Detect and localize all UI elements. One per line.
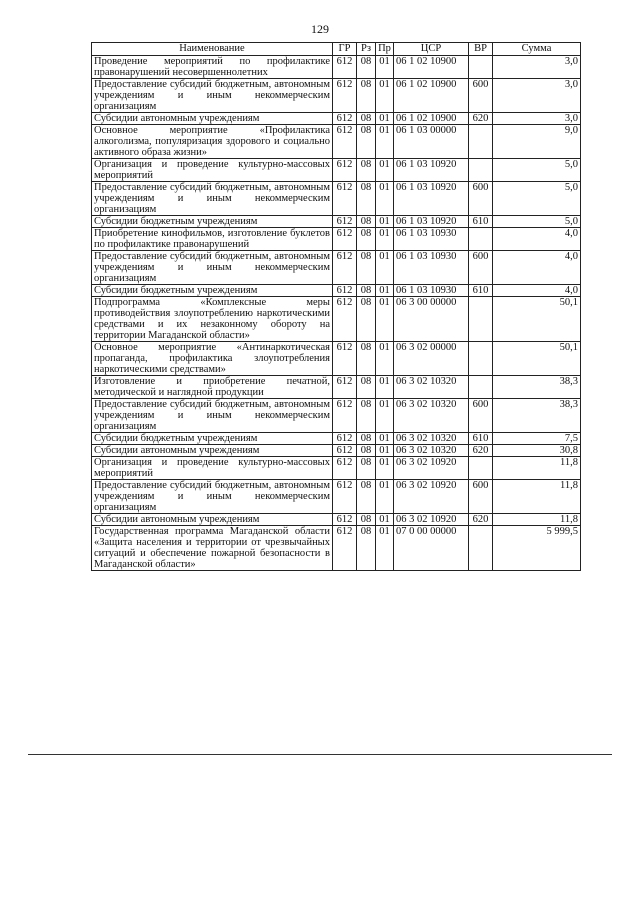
table-row	[92, 79, 581, 113]
row-rz: 08	[357, 125, 376, 159]
budget-table	[91, 42, 581, 571]
row-csr: 07 0 00 00000	[394, 526, 469, 571]
row-rz: 08	[357, 228, 376, 251]
table-row	[92, 445, 581, 457]
row-sum: 38,3	[493, 376, 581, 399]
table-row	[92, 216, 581, 228]
row-rz: 08	[357, 251, 376, 285]
row-csr: 06 3 02 10320	[394, 376, 469, 399]
row-vr: 600	[469, 79, 493, 113]
table-row	[92, 297, 581, 342]
row-rz: 08	[357, 79, 376, 113]
row-sum: 50,1	[493, 342, 581, 376]
row-name: Основное мероприятие «Антинаркотическая пропаганда, профилактика злоупотребления наркотическими средствами»	[92, 342, 333, 376]
header-csr: ЦСР	[394, 43, 469, 56]
row-vr: 610	[469, 216, 493, 228]
row-gr: 612	[333, 376, 357, 399]
table-row	[92, 399, 581, 433]
row-rz: 08	[357, 216, 376, 228]
header-pr: Пр	[376, 43, 394, 56]
row-pr: 01	[376, 526, 394, 571]
row-csr: 06 3 02 10320	[394, 433, 469, 445]
row-gr: 612	[333, 297, 357, 342]
row-pr: 01	[376, 445, 394, 457]
row-gr: 612	[333, 79, 357, 113]
row-sum: 3,0	[493, 79, 581, 113]
row-name: Изготовление и приобретение печатной, методической и наглядной продукции	[92, 376, 333, 399]
page-number: 129	[311, 22, 329, 36]
row-sum: 3,0	[493, 113, 581, 125]
row-pr: 01	[376, 457, 394, 480]
row-name: Предоставление субсидий бюджетным, автономным учреждениям и иным некоммерческим организациям	[92, 480, 333, 514]
row-pr: 01	[376, 113, 394, 125]
row-name: Предоставление субсидий бюджетным, автономным учреждениям и иным некоммерческим организациям	[92, 79, 333, 113]
row-name: Приобретение кинофильмов, изготовление буклетов по профилактике правонарушений	[92, 228, 333, 251]
row-name: Организация и проведение культурно-массовых мероприятий	[92, 457, 333, 480]
row-vr: 600	[469, 480, 493, 514]
row-pr: 01	[376, 56, 394, 79]
row-pr: 01	[376, 376, 394, 399]
row-gr: 612	[333, 285, 357, 297]
row-rz: 08	[357, 285, 376, 297]
row-vr: 600	[469, 399, 493, 433]
row-name: Субсидии бюджетным учреждениям	[92, 433, 333, 445]
row-gr: 612	[333, 228, 357, 251]
row-pr: 01	[376, 297, 394, 342]
row-vr	[469, 342, 493, 376]
row-pr: 01	[376, 125, 394, 159]
row-csr: 06 3 02 10920	[394, 480, 469, 514]
row-csr: 06 3 02 00000	[394, 342, 469, 376]
row-vr: 600	[469, 182, 493, 216]
table-header-row	[92, 43, 581, 56]
row-vr: 610	[469, 285, 493, 297]
row-name: Проведение мероприятий по профилактике правонарушений несовершеннолетних	[92, 56, 333, 79]
row-sum: 50,1	[493, 297, 581, 342]
row-gr: 612	[333, 342, 357, 376]
table-row	[92, 285, 581, 297]
row-csr: 06 1 03 10930	[394, 228, 469, 251]
row-csr: 06 1 02 10900	[394, 79, 469, 113]
row-pr: 01	[376, 159, 394, 182]
row-sum: 5,0	[493, 182, 581, 216]
row-vr: 620	[469, 445, 493, 457]
row-vr	[469, 56, 493, 79]
table-row	[92, 457, 581, 480]
row-pr: 01	[376, 216, 394, 228]
row-rz: 08	[357, 445, 376, 457]
row-rz: 08	[357, 526, 376, 571]
table-row	[92, 514, 581, 526]
row-csr: 06 1 02 10900	[394, 113, 469, 125]
row-rz: 08	[357, 56, 376, 79]
bottom-divider	[28, 754, 612, 755]
row-rz: 08	[357, 399, 376, 433]
row-pr: 01	[376, 433, 394, 445]
row-gr: 612	[333, 433, 357, 445]
row-sum: 11,8	[493, 480, 581, 514]
row-sum: 4,0	[493, 251, 581, 285]
row-pr: 01	[376, 399, 394, 433]
table-row	[92, 113, 581, 125]
row-gr: 612	[333, 182, 357, 216]
table-row	[92, 125, 581, 159]
row-gr: 612	[333, 526, 357, 571]
row-rz: 08	[357, 159, 376, 182]
row-sum: 11,8	[493, 514, 581, 526]
row-sum: 30,8	[493, 445, 581, 457]
row-name: Субсидии бюджетным учреждениям	[92, 285, 333, 297]
header-name: Наименование	[92, 43, 333, 56]
row-gr: 612	[333, 399, 357, 433]
row-name: Государственная программа Магаданской области «Защита населения и территории от чрезвычайных ситуаций и обеспечение пожарной безопасности в Магаданской области»	[92, 526, 333, 571]
row-rz: 08	[357, 480, 376, 514]
row-name: Субсидии автономным учреждениям	[92, 445, 333, 457]
row-csr: 06 1 03 10930	[394, 251, 469, 285]
row-vr: 620	[469, 514, 493, 526]
table-row	[92, 526, 581, 571]
row-sum: 11,8	[493, 457, 581, 480]
row-vr: 620	[469, 113, 493, 125]
row-name: Организация и проведение культурно-массовых мероприятий	[92, 159, 333, 182]
header-vr: ВР	[469, 43, 493, 56]
row-sum: 9,0	[493, 125, 581, 159]
row-rz: 08	[357, 182, 376, 216]
row-pr: 01	[376, 79, 394, 113]
row-sum: 5,0	[493, 159, 581, 182]
row-name: Основное мероприятие «Профилактика алкоголизма, популяризация здорового и социально активного образа жизни»	[92, 125, 333, 159]
row-csr: 06 3 00 00000	[394, 297, 469, 342]
row-vr	[469, 457, 493, 480]
row-vr	[469, 376, 493, 399]
row-rz: 08	[357, 113, 376, 125]
row-vr	[469, 228, 493, 251]
row-csr: 06 1 03 10920	[394, 182, 469, 216]
row-rz: 08	[357, 514, 376, 526]
row-pr: 01	[376, 480, 394, 514]
row-vr: 600	[469, 251, 493, 285]
row-gr: 612	[333, 514, 357, 526]
row-csr: 06 1 03 10920	[394, 159, 469, 182]
table-row	[92, 251, 581, 285]
row-sum: 3,0	[493, 56, 581, 79]
table-row	[92, 433, 581, 445]
header-sum: Сумма	[493, 43, 581, 56]
table-row	[92, 228, 581, 251]
row-sum: 4,0	[493, 228, 581, 251]
row-sum: 5 999,5	[493, 526, 581, 571]
row-name: Субсидии автономным учреждениям	[92, 113, 333, 125]
header-rz: Рз	[357, 43, 376, 56]
row-vr	[469, 159, 493, 182]
row-gr: 612	[333, 56, 357, 79]
row-name: Предоставление субсидий бюджетным, автономным учреждениям и иным некоммерческим организациям	[92, 399, 333, 433]
row-name: Предоставление субсидий бюджетным, автономным учреждениям и иным некоммерческим организациям	[92, 251, 333, 285]
table-row	[92, 376, 581, 399]
row-pr: 01	[376, 285, 394, 297]
row-gr: 612	[333, 113, 357, 125]
table-row	[92, 480, 581, 514]
row-name: Субсидии автономным учреждениям	[92, 514, 333, 526]
row-csr: 06 3 02 10920	[394, 514, 469, 526]
row-gr: 612	[333, 251, 357, 285]
row-sum: 38,3	[493, 399, 581, 433]
row-name: Субсидии бюджетным учреждениям	[92, 216, 333, 228]
row-csr: 06 1 03 10920	[394, 216, 469, 228]
row-gr: 612	[333, 457, 357, 480]
row-csr: 06 3 02 10320	[394, 445, 469, 457]
row-csr: 06 1 02 10900	[394, 56, 469, 79]
row-sum: 7,5	[493, 433, 581, 445]
table-row	[92, 56, 581, 79]
row-vr	[469, 526, 493, 571]
row-pr: 01	[376, 182, 394, 216]
row-pr: 01	[376, 342, 394, 376]
table-row	[92, 159, 581, 182]
row-rz: 08	[357, 376, 376, 399]
row-csr: 06 3 02 10320	[394, 399, 469, 433]
row-rz: 08	[357, 342, 376, 376]
row-rz: 08	[357, 457, 376, 480]
row-name: Подпрограмма «Комплексные меры противодействия злоупотреблению наркотическими средствами и их незаконному обороту на территории Магаданской области»	[92, 297, 333, 342]
row-sum: 4,0	[493, 285, 581, 297]
row-gr: 612	[333, 216, 357, 228]
row-csr: 06 3 02 10920	[394, 457, 469, 480]
row-rz: 08	[357, 297, 376, 342]
row-csr: 06 1 03 10930	[394, 285, 469, 297]
row-gr: 612	[333, 159, 357, 182]
row-vr	[469, 125, 493, 159]
row-rz: 08	[357, 433, 376, 445]
row-gr: 612	[333, 125, 357, 159]
table-row	[92, 342, 581, 376]
row-csr: 06 1 03 00000	[394, 125, 469, 159]
row-gr: 612	[333, 480, 357, 514]
row-pr: 01	[376, 514, 394, 526]
table-row	[92, 182, 581, 216]
row-gr: 612	[333, 445, 357, 457]
row-sum: 5,0	[493, 216, 581, 228]
row-pr: 01	[376, 251, 394, 285]
header-gr: ГР	[333, 43, 357, 56]
row-pr: 01	[376, 228, 394, 251]
row-name: Предоставление субсидий бюджетным, автономным учреждениям и иным некоммерческим организациям	[92, 182, 333, 216]
row-vr	[469, 297, 493, 342]
row-vr: 610	[469, 433, 493, 445]
